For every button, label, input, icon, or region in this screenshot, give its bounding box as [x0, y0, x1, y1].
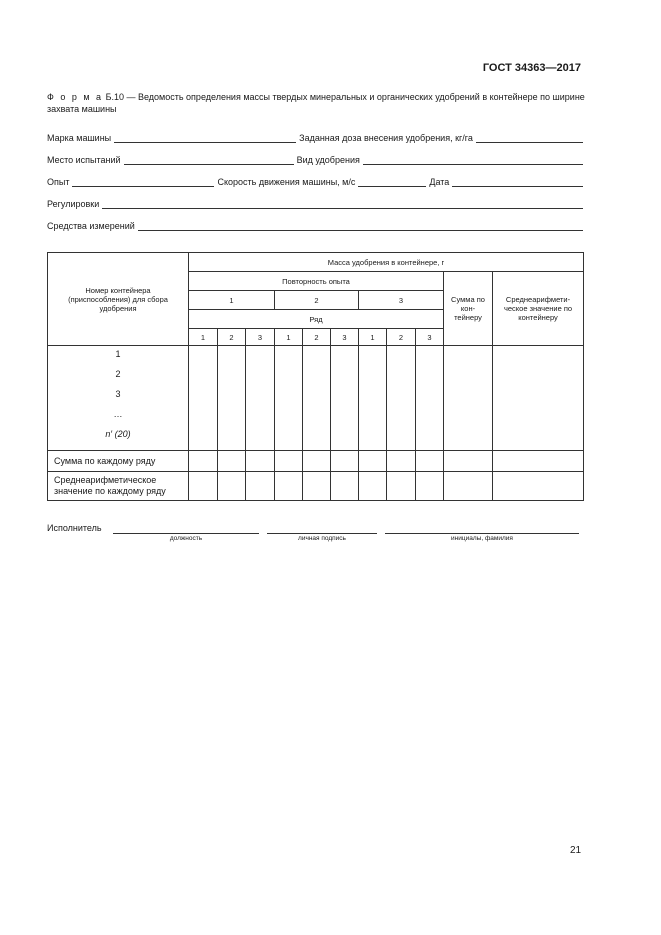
- data-cell[interactable]: [493, 451, 584, 472]
- row-number: 3: [331, 329, 359, 346]
- data-cell[interactable]: [416, 346, 444, 451]
- position-field[interactable]: [113, 533, 259, 534]
- instruments-label: Средства измерений: [47, 221, 135, 231]
- field-row-adjustments: [47, 197, 583, 209]
- fertilizer-type-field[interactable]: [363, 155, 583, 165]
- container-number: n′ (20): [105, 429, 131, 439]
- adjustments-field[interactable]: [102, 199, 583, 209]
- date-field[interactable]: [452, 177, 583, 187]
- data-cell[interactable]: [246, 451, 275, 472]
- repeat-3: 3: [359, 291, 444, 310]
- signature-field[interactable]: [267, 533, 377, 534]
- field-row-machine: [47, 131, 583, 143]
- data-cell[interactable]: [275, 346, 303, 451]
- sum-by-container-header: Сумма по кон- тейнеру: [444, 272, 493, 346]
- data-cell[interactable]: [444, 451, 493, 472]
- date-label: Дата: [429, 177, 450, 187]
- initials-field[interactable]: [385, 533, 579, 534]
- speed-field[interactable]: [358, 177, 426, 187]
- document-header: ГОСТ 34363—2017: [482, 62, 581, 74]
- mass-header: Масса удобрения в контейнере, г: [189, 253, 584, 272]
- sum-row-label: Сумма по каждому ряду: [48, 451, 189, 472]
- initials-caption: инициалы, фамилия: [451, 535, 513, 542]
- data-cell[interactable]: [189, 472, 218, 501]
- mass-table: [47, 252, 584, 501]
- row-header: Ряд: [189, 310, 444, 329]
- container-numbers: [48, 346, 189, 451]
- data-cell[interactable]: [331, 472, 359, 501]
- form-title-text: Б.10 — Ведомость определения массы твердых минеральных и органических удобрений в контейнере по ширине захвата машины: [47, 92, 585, 114]
- row-number: 3: [416, 329, 444, 346]
- row-number: 1: [359, 329, 387, 346]
- field-row-instruments: [47, 219, 583, 231]
- executor-block: [47, 523, 583, 542]
- data-cell[interactable]: [189, 451, 218, 472]
- repeat-header: Повторность опыта: [189, 272, 444, 291]
- instruments-field[interactable]: [138, 221, 583, 231]
- row-number: 3: [246, 329, 275, 346]
- machine-brand-label: Марка машины: [47, 133, 112, 143]
- data-cell[interactable]: [359, 472, 387, 501]
- fertilizer-type-label: Вид удобрения: [296, 155, 360, 165]
- data-cell[interactable]: [331, 451, 359, 472]
- avg-by-container-header: Среднеарифмети- ческое значение по контейнеру: [493, 272, 584, 346]
- speed-label: Скорость движения машины, м/с: [217, 177, 356, 187]
- data-cell[interactable]: [444, 346, 493, 451]
- container-number: 2: [115, 369, 121, 379]
- data-cell[interactable]: [416, 451, 444, 472]
- signature-caption: личная подпись: [298, 535, 346, 542]
- data-cell[interactable]: [246, 472, 275, 501]
- data-cell[interactable]: [303, 346, 331, 451]
- container-number: …: [113, 409, 123, 419]
- machine-brand-field[interactable]: [114, 133, 296, 143]
- data-cell[interactable]: [189, 346, 218, 451]
- data-cell[interactable]: [387, 472, 416, 501]
- data-cell[interactable]: [331, 346, 359, 451]
- data-cell[interactable]: [218, 451, 246, 472]
- row-number: 2: [218, 329, 246, 346]
- data-cell[interactable]: [493, 472, 584, 501]
- form-title: [47, 91, 587, 115]
- row-number: 2: [387, 329, 416, 346]
- test-site-label: Место испытаний: [47, 155, 121, 165]
- data-cell[interactable]: [359, 451, 387, 472]
- data-cell[interactable]: [444, 472, 493, 501]
- data-cell[interactable]: [387, 346, 416, 451]
- container-number: 3: [115, 389, 121, 399]
- test-site-field[interactable]: [124, 155, 294, 165]
- container-number-header: Номер контейнера (приспособления) для сбора удобрения: [48, 253, 189, 346]
- page-number: 21: [570, 845, 582, 856]
- data-cell[interactable]: [387, 451, 416, 472]
- executor-label: Исполнитель: [47, 523, 102, 533]
- data-cell[interactable]: [246, 346, 275, 451]
- data-cell[interactable]: [359, 346, 387, 451]
- data-cell[interactable]: [303, 451, 331, 472]
- repeat-2: 2: [275, 291, 359, 310]
- position-caption: должность: [169, 535, 203, 542]
- data-cell[interactable]: [275, 451, 303, 472]
- form-prefix: Ф о р м а: [47, 92, 104, 102]
- experiment-field[interactable]: [72, 177, 214, 187]
- experiment-label: Опыт: [47, 177, 70, 187]
- data-cell[interactable]: [218, 472, 246, 501]
- data-cell[interactable]: [275, 472, 303, 501]
- data-cell[interactable]: [493, 346, 584, 451]
- target-dose-field[interactable]: [476, 133, 583, 143]
- field-row-site: [47, 153, 583, 165]
- data-cell[interactable]: [218, 346, 246, 451]
- adjustments-label: Регулировки: [47, 199, 100, 209]
- container-number: 1: [115, 349, 121, 359]
- field-row-experiment: [47, 175, 583, 187]
- target-dose-label: Заданная доза внесения удобрения, кг/га: [299, 133, 473, 143]
- data-cell[interactable]: [416, 472, 444, 501]
- row-number: 2: [303, 329, 331, 346]
- row-number: 1: [189, 329, 218, 346]
- row-number: 1: [275, 329, 303, 346]
- data-cell[interactable]: [303, 472, 331, 501]
- avg-row-label: Среднеарифметическое значение по каждому ряду: [48, 472, 189, 501]
- repeat-1: 1: [189, 291, 275, 310]
